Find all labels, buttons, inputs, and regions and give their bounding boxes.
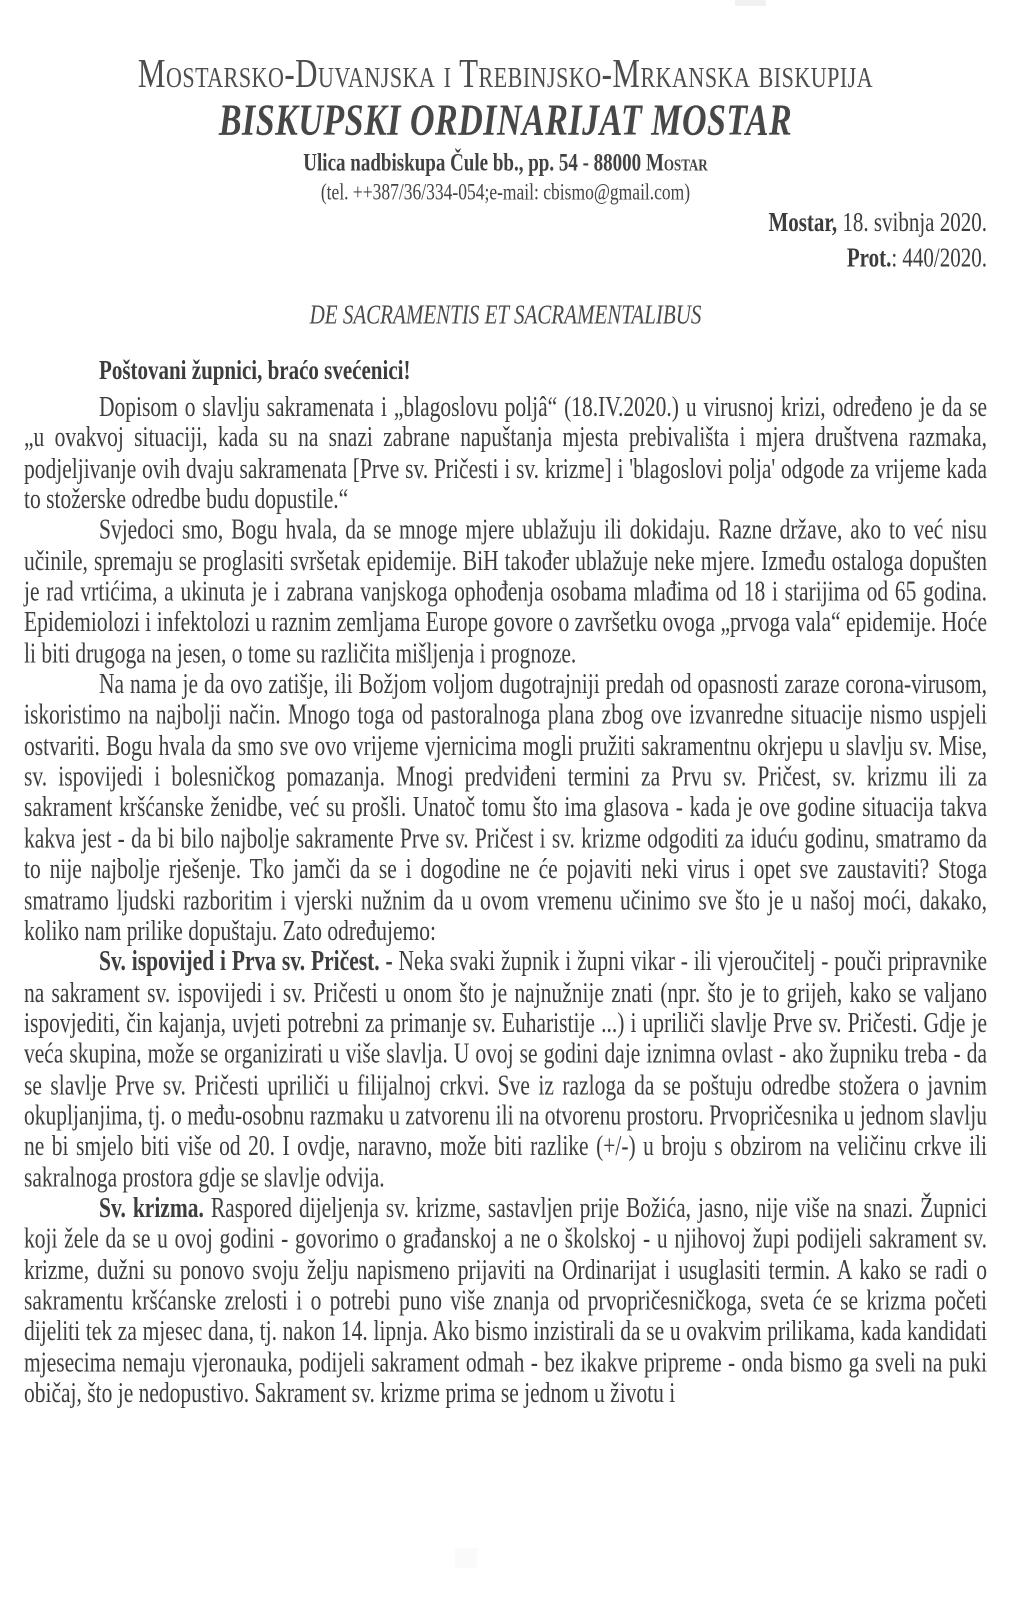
address-line — [24, 149, 987, 178]
scan-artifact-bottom — [455, 1548, 477, 1568]
subject-line: DE SACRAMENTIS ET SACRAMENTALIBUS — [309, 298, 702, 330]
paragraph — [24, 392, 987, 515]
paragraph-text: Na nama je da ovo zatišje, ili Božjom voljom dugotrajniji predah od opasnosti zaraze corona-virusom, iskoristimo na najbolji način. Mnogo toga od pastoralnoga plana zbog ove izvanredne situacije nismo uspjeli ostvariti. Bogu hvala da smo sve ovo vrijeme vjernicima mogli pružiti sakramentnu okrjepu u slavlju sv. Mise, sv. ispovijedi i bolesničkog pomazanja. Mnogi predviđeni termini za Prvu sv. Pričest, sv. krizmu ili za sakrament kršćanske ženidbe, već su prošli. Unatoč tomu što ima glasova - kada je ove godine situacija takva kakva jest - da bi bilo najbolje sakramente Prve sv. Pričest i sv. krizme odgoditi za iduću godinu, smatramo da to nije najbolje rješenje. Tko jamči da se i dogodine ne će pojaviti neki virus i opet sve zaustaviti? Stoga smatramo ljudski razboritim i vjerski nužnim da u ovom vremenu učinimo sve što je u našoj moći, dakako, koliko nam prilike dopuštaju. Zato određujemo: — [24, 668, 987, 947]
paragraph — [24, 1193, 987, 1409]
paragraph-lead: Sv. ispovijed i Prva sv. Pričest. - — [99, 945, 393, 978]
letterhead — [24, 51, 987, 204]
date-line — [24, 205, 987, 240]
paragraph — [24, 515, 987, 669]
office-name: BISKUPSKI ORDINARIJAT MOSTAR — [218, 96, 793, 146]
salutation: Poštovani župnici, braćo svećenici! — [99, 353, 411, 386]
protocol-value: : 440/2020. — [891, 240, 987, 273]
diocese-name: Mostarsko-Duvanjska i Trebinjsko-Mrkanska biskupija — [137, 50, 874, 97]
paragraph-lead: Sv. krizma. — [99, 1191, 204, 1224]
paragraph-text: Neka svaki župnik i župni vikar - ili vjeroučitelj - pouči pripravnike na sakrament sv. ispovijedi i sv. Pričesti u onom što je najnužnije znati (npr. što je to grijeh, kako se valjano ispovjediti, čin kajanja, uvjeti potrebni za primanje sv. Euharistije ...) i upriliči slavlje Prve sv. Pričesti. Gdje je veća skupina, može se organizirati u više slavlja. U ovoj se godini daje iznimna ovlast - ako župniku treba - da se slavlje Prve sv. Pričesti upriliči u filijalnoj crkvi. Sve iz razloga da se poštuju odredbe stožera o javnim okupljanjima, tj. o među-osobnu razmaku u zatvorenu ili na otvorenu prostoru. Prvopričesnika u jednom slavlju ne bi smjelo biti više od 20. I ovdje, naravno, može biti razlike (+/-) u broju s obzirom na veličinu crkve ili sakralnoga prostora gdje se slavlje odvija. — [24, 945, 987, 1193]
protocol-line — [24, 240, 987, 275]
date-protocol-block — [24, 205, 987, 275]
paragraph-text: Raspored dijeljenja sv. krizme, sastavljen prije Božića, jasno, nije više na snazi. Župnici koji žele da se u ovoj godini - govorimo o građanskoj a ne o školskoj - u njihovoj župi podijeli sakrament sv. krizme, dužni su ponovo svoju želju napismeno prijaviti na Ordinarijat i usuglasiti termin. A kako se radi o sakramentu kršćanske zrelosti i o potrebi puno više znanja od prvopričesničkoga, sveta će se krizma početi dijeliti tek za mjesec dana, tj. nakon 14. lipnja. Ako bismo inzistirali da se u ovakvim prilikama, kada kandidati mjesecima nemaju vjeronauka, podijeli sakrament odmah - bez ikakve pripreme - onda bismo ga sveli na puki običaj, što je nedopustivo. Sakrament sv. krizme prima se jednom u životu i — [24, 1191, 987, 1409]
paragraph — [24, 947, 987, 1194]
address-street: Ulica nadbiskupa Čule bb., pp. 54 - 88000 — [303, 149, 646, 177]
letter-body — [24, 392, 987, 1409]
paragraph — [24, 669, 987, 946]
paragraph-text: Dopisom o slavlju sakramenata i „blagoslovu poljâ“ (18.IV.2020.) u virusnoj krizi, određeno je da se „u ovakvoj situaciji, kada su na snazi zabrane napuštanja mjesta prebivališta i mjera društvena razmaka, podjeljivanje ovih dvaju sakramenata [Prve sv. Pričesti i sv. krizme] i 'blagoslovi polja' odgode za vrijeme kada to stožerske odredbe budu dopustile.“ — [24, 390, 987, 515]
contact-line: (tel. ++387/36/334-054;e-mail: cbismo@gmail.com) — [320, 178, 691, 205]
paragraph-text: Svjedoci smo, Bogu hvala, da se mnoge mjere ublažuju ili dokidaju. Razne države, ako to već nisu učinile, spremaju se proglasiti svršetak epidemije. BiH također ublažuje neke mjere. Između ostaloga dopušten je rad vrtićima, a ukinuta je i zabrana vanjskoga ophođenja osobama mlađima od 18 i starijima od 65 godina. Epidemiolozi i infektolozi u raznim zemljama Europe govore o završetku ovoga „prvoga vala“ epidemije. Hoće li biti drugoga na jesen, o tome su različita mišljenja i prognoze. — [24, 513, 987, 669]
place-label: Mostar, — [768, 205, 838, 238]
address-city: Mostar — [645, 149, 708, 177]
date-text: 18. svibnja 2020. — [837, 205, 987, 238]
protocol-label: Prot. — [846, 240, 892, 273]
